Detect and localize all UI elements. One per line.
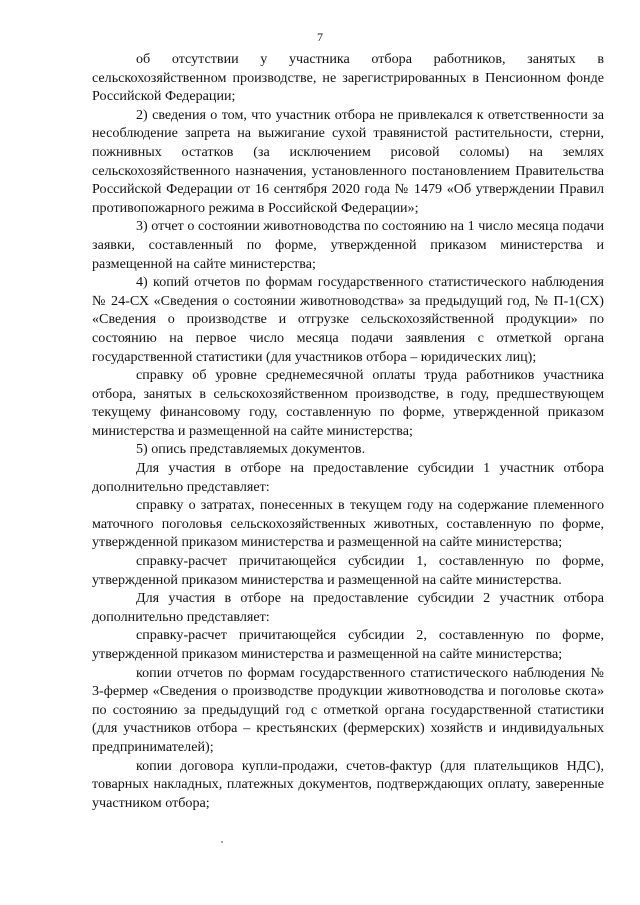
document-body <box>92 50 604 812</box>
paragraph: 4) копий отчетов по формам государственного статистического наблюдения № 24-СХ «Сведения о состоянии животноводства» за предыдущий год, № П-1(СХ) «Сведения о производстве и отгрузке сельскохозяйственной продукции» по состоянию на первое число месяца подачи заявления с отметкой органа государственной статистики (для участников отбора – юридических лиц); <box>92 274 604 365</box>
paragraph: 5) опись представляемых документов. <box>136 441 366 458</box>
paragraph: копии договора купли-продажи, счетов-фактур (для плательщиков НДС), товарных накладных, платежных документов, подтверждающих оплату, заверенные участником отбора; <box>92 757 604 811</box>
scan-speck <box>221 841 223 843</box>
paragraph: копии отчетов по формам государственного статистического наблюдения № 3-фермер «Сведения о производстве продукции животноводства и поголовье скота» по состоянию за предыдущий год с отметкой органа государственной статистики (для участников отбора – крестьянских (фермерских) хозяйств и индивидуальных предпринимателей); <box>92 664 604 755</box>
paragraph: 2) сведения о том, что участник отбора не привлекался к ответственности за несоблюдение запрета на выжигание сухой травянистой растительности, стерни, пожнивных остатков (за исключением рисовой соломы) на землях сельскохозяйственного назначения, установленного постановлением Правительства Российской Федерации от 16 сентября 2020 года № 1479 «Об утверждении Правил противопожарного режима в Российской Федерации»; <box>92 106 604 216</box>
paragraph: справку-расчет причитающейся субсидии 2, составленную по форме, утвержденной приказом министерства и размещенной на сайте министерства; <box>92 627 604 662</box>
paragraph: 3) отчет о состоянии животноводства по состоянию на 1 число месяца подачи заявки, составленный по форме, утвержденной приказом министерства и размещенной на сайте министерства; <box>92 218 604 272</box>
paragraph: справку-расчет причитающейся субсидии 1, составленную по форме, утвержденной приказом министерства и размещенной на сайте министерства. <box>92 553 604 588</box>
paragraph: об отсутствии у участника отбора работников, занятых в сельскохозяйственном производстве, не зарегистрированных в Пенсионном фонде Российской Федерации; <box>92 51 604 105</box>
paragraph: справку об уровне среднемесячной оплаты труда работников участника отбора, занятых в сельскохозяйственном производстве, в году, предшествующем текущему финансовому году, составленную по форме, утвержденной приказом министерства и размещенной на сайте министерства; <box>92 367 604 439</box>
page-number: 7 <box>317 30 323 44</box>
paragraph: Для участия в отборе на предоставление субсидии 2 участник отбора дополнительно представляет: <box>92 590 604 625</box>
paragraph: справку о затратах, понесенных в текущем году на содержание племенного маточного поголовья сельскохозяйственных животных, составленную по форме, утвержденной приказом министерства и размещенной на сайте министерства; <box>92 497 604 551</box>
paragraph: Для участия в отборе на предоставление субсидии 1 участник отбора дополнительно представляет: <box>92 460 604 495</box>
